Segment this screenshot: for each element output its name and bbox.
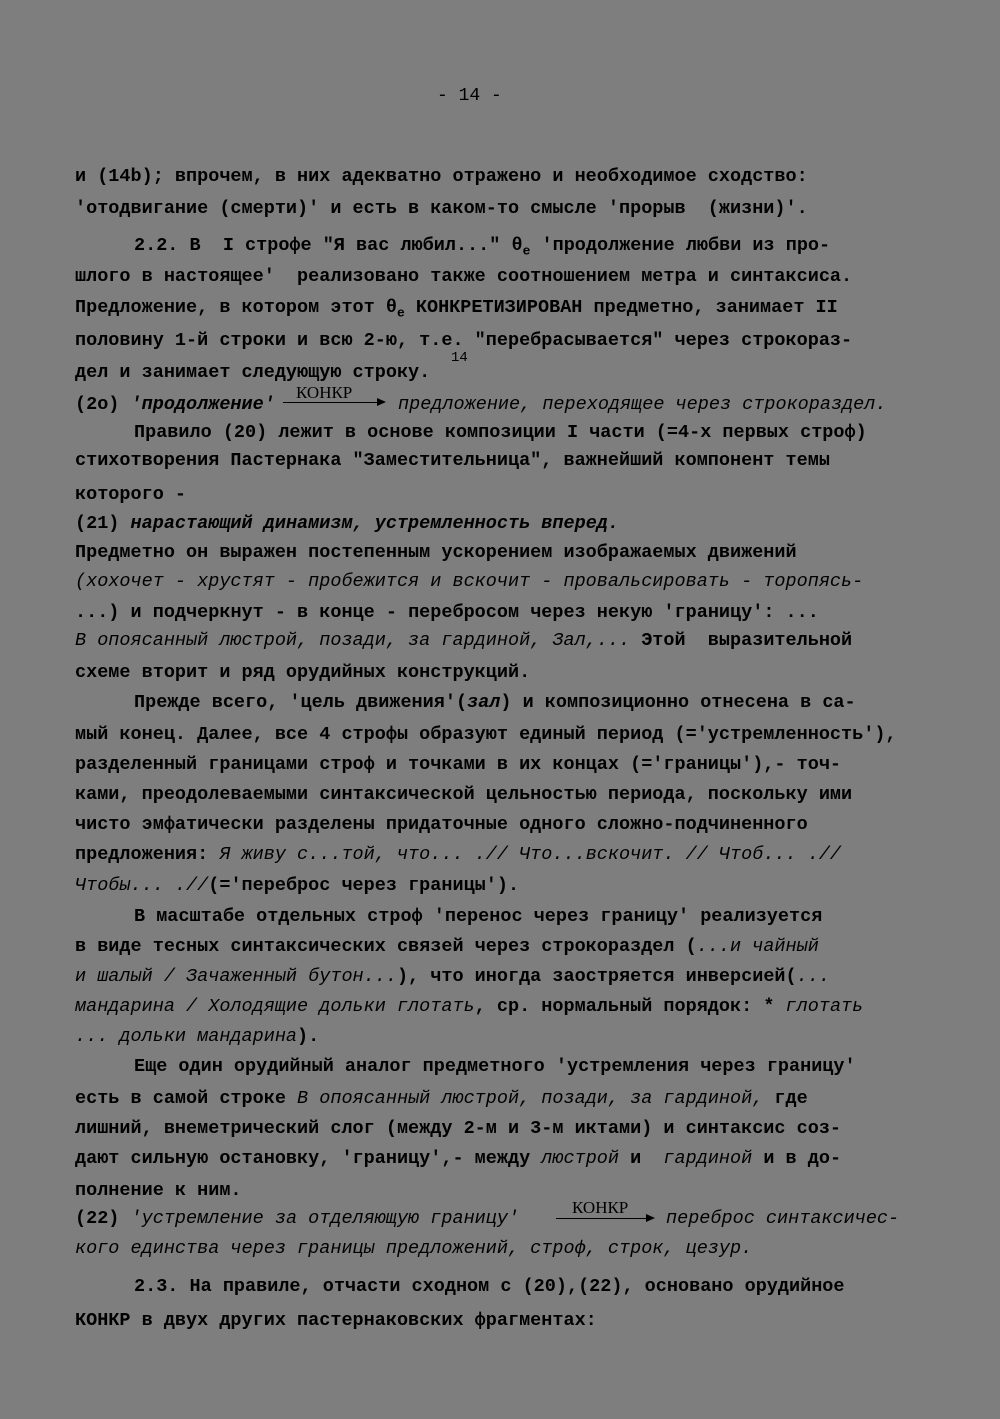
text-line: переброс синтаксичес- [666,1208,900,1229]
text-line: Правило (20) лежит в основе композиции I части (=4-х первых строф) [134,422,867,443]
text-line: дел и занимает следующую строку. [75,362,431,383]
text-line: шлого в настоящее' реализовано также соотношением метра и синтаксиса. [75,266,853,287]
text-line: есть в самой строке В опоясанный люстрой, позади, за гардиной, где [75,1088,808,1109]
text-line: Еще один орудийный аналог предметного 'устремления через границу' [134,1056,856,1077]
arrow-label: КОНКР [296,383,353,402]
text-line: Чтобы... .//(='переброс через границы'). [75,875,520,896]
page-number: - 14 - [437,86,502,106]
arrow-label: КОНКР [572,1198,629,1217]
text-line: разделенный границами строф и точками в их концах (='границы'),- точ- [75,754,842,775]
text-line: чисто эмфатически разделены придаточные одного сложно-подчиненного [75,814,808,835]
text-line: 'отодвигание (смерти)' и есть в каком-то смысле 'прорыв (жизни)'. [75,198,808,219]
text-line: ...) и подчеркнут - в конце - перебросом через некую 'границу': ... [75,602,819,623]
text-line: В масштабе отдельных строф 'перенос через границу' реализуется [134,906,823,927]
text-line: ками, преодолеваемыми синтаксической цельностью периода, поскольку ими [75,784,853,805]
text-line: КОНКР в двух других пастернаковских фрагментах: [75,1310,597,1331]
text-line: полнение к ним. [75,1180,242,1201]
text-line: мандарина / Холодящие дольки глотать, ср. нормальный порядок: * глотать [75,996,864,1017]
text-line: В опоясанный люстрой, позади, за гардиной, Зал,... Этой выразительной [75,630,853,651]
footnote-mark: 14 [451,350,468,366]
text-line: (22) 'устремление за отделяющую границу' [75,1208,520,1229]
text-line: Прежде всего, 'цель движения'(зал) и композиционно отнесена в са- [134,692,856,713]
text-line: половину 1-й строки и всю 2-ю, т.е. "перебрасывается" через строкораз- [75,330,853,351]
arrow-head-icon [377,398,386,406]
text-line: схеме вторит и ряд орудийных конструкций. [75,662,531,683]
theta-subscript: e [522,243,531,259]
text-line: (хохочет - хрустят - пробежится и вскочит - провальсировать - торопясь- [75,571,864,592]
text-line: в виде тесных синтаксических связей через строкораздел (...и чайный [75,936,819,957]
theta-subscript: e [396,305,405,321]
text-line: Предметно он выражен постепенным ускорением изображаемых движений [75,542,797,563]
arrow-line [556,1218,648,1219]
text-line: предложения: Я живу с...той, что... .// Что...вскочит. // Чтоб... .// [75,844,842,865]
text-line: (21) нарастающий динамизм, устремленность вперед. [75,513,619,534]
text-line: и (14b); впрочем, в них адекватно отражено и необходимое сходство: [75,166,808,187]
text-line: ... дольки мандарина). [75,1026,320,1047]
text-line: кого единства через границы предложений, строф, строк, цезур. [75,1238,753,1259]
text-line: дают сильную остановку, 'границу',- между люстрой и гардиной и в до- [75,1148,842,1169]
text-line: стихотворения Пастернака "Заместительница", важнейший компонент темы [75,450,830,471]
arrow-line [283,402,379,403]
text-line: 2.3. На правиле, отчасти сходном с (20),(22), основано орудийное [134,1276,845,1297]
text-line: которого - [75,484,187,505]
text-line: (2о) 'продолжение' [75,394,275,415]
text-line: предложение, переходящее через строкораздел. [398,394,887,415]
text-line: и шалый / Зачаженный бутон...), что иногда заостряется инверсией(... [75,966,830,987]
text-line: лишний, внеметрический слог (между 2-м и 3-м иктами) и синтаксис соз- [75,1118,842,1139]
arrow-head-icon [646,1214,655,1222]
text-line: мый конец. Далее, все 4 строфы образуют единый период (='устремленность'), [75,724,897,745]
text-line: Предложение, в котором этот $\theta_e$ КОНКРЕТИЗИРОВАН предметно, занимает II [75,297,838,321]
text-line: 2.2. В I строфе "Я вас любил..." $\theta_e$ 'продолжение любви из про- [134,235,831,259]
